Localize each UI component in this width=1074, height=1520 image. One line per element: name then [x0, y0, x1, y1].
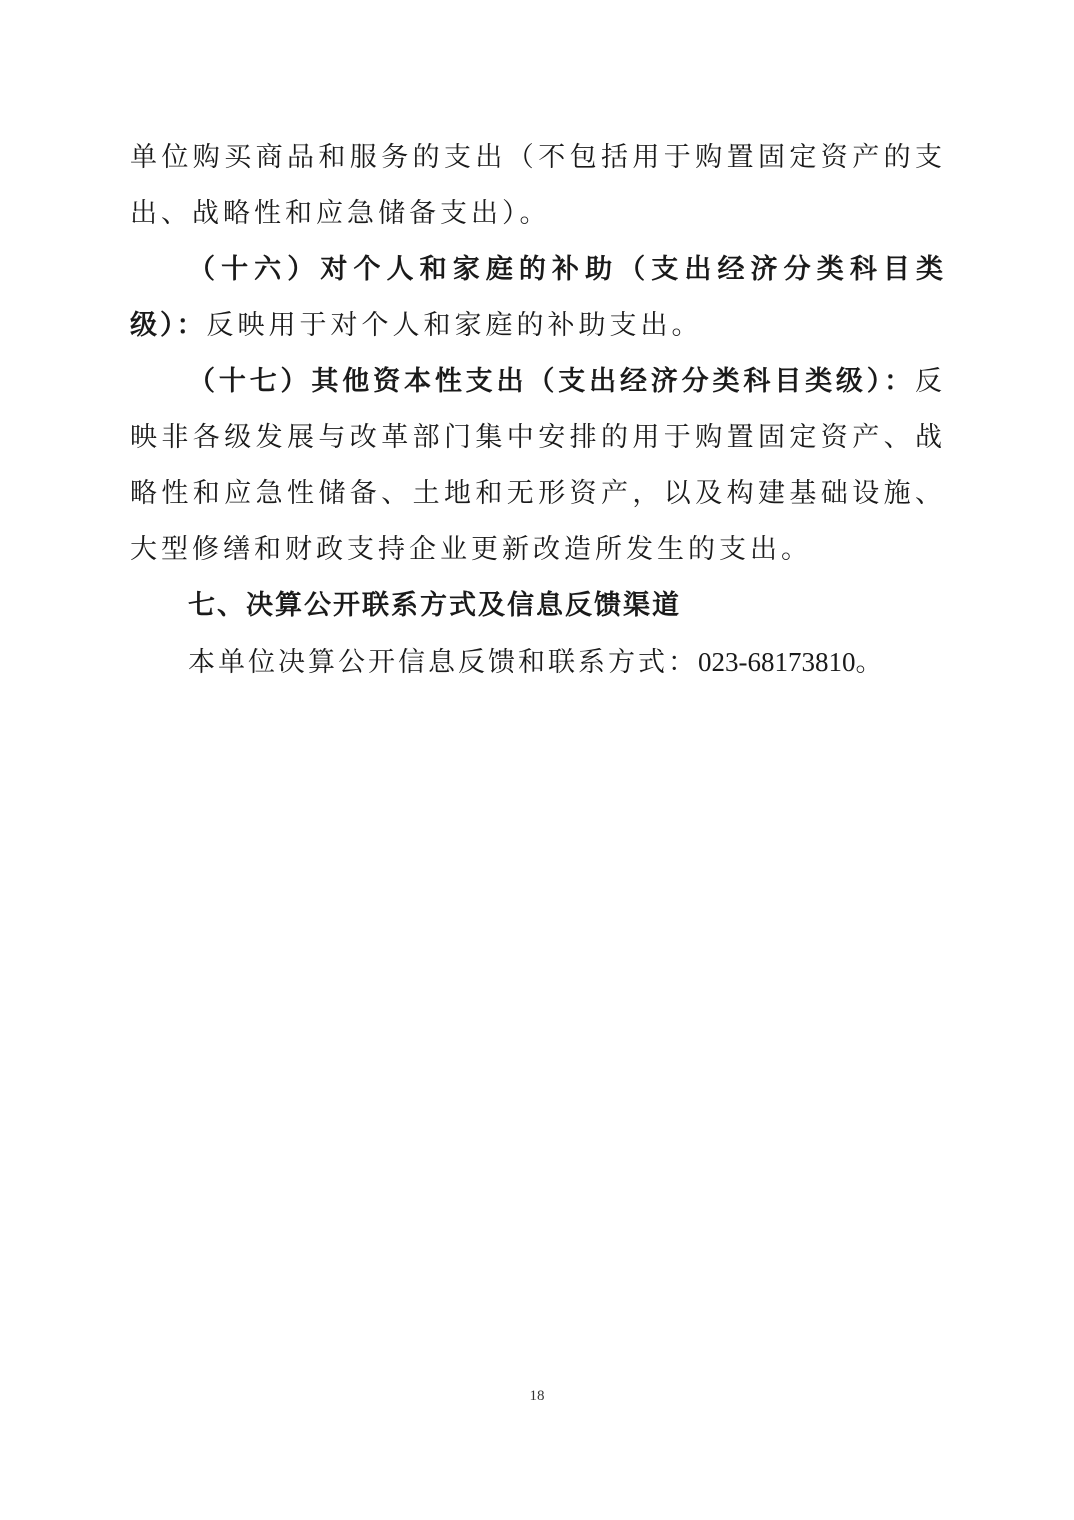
item-heading-17: （十七）其他资本性支出（支出经济分类科目类级）： — [188, 366, 915, 397]
paragraph-continuation — [130, 130, 946, 242]
section-heading-7: 七、决算公开联系方式及信息反馈渠道 — [188, 590, 681, 621]
paragraph-text: 单位购买商品和服务的支出（不包括用于购置固定资产的支出、战略性和应急储备支出）。 — [130, 142, 946, 229]
page-number: 18 — [529, 1388, 545, 1404]
contact-label: 本单位决算公开信息反馈和联系方式： — [188, 647, 698, 678]
contact-phone: 023-68173810 — [698, 647, 856, 677]
page-content — [130, 130, 946, 691]
paragraph-other-capital-expenditure — [130, 354, 946, 578]
contact-line — [130, 634, 946, 691]
item-body-17: 反映非各级发展与改革部门集中安排的用于购置固定资产、战略性和应急性储备、土地和无形资产，以及构建基础设施、大型修缮和财政支持企业更新改造所发生的支出。 — [130, 366, 946, 565]
paragraph-household-subsidy — [130, 242, 946, 354]
item-body-16: 反映用于对个人和家庭的补助支出。 — [206, 310, 703, 341]
item-heading-16: （十六）对个人和家庭的补助（支出经济分类科目类级）： — [130, 254, 946, 341]
contact-end: 。 — [855, 647, 886, 678]
